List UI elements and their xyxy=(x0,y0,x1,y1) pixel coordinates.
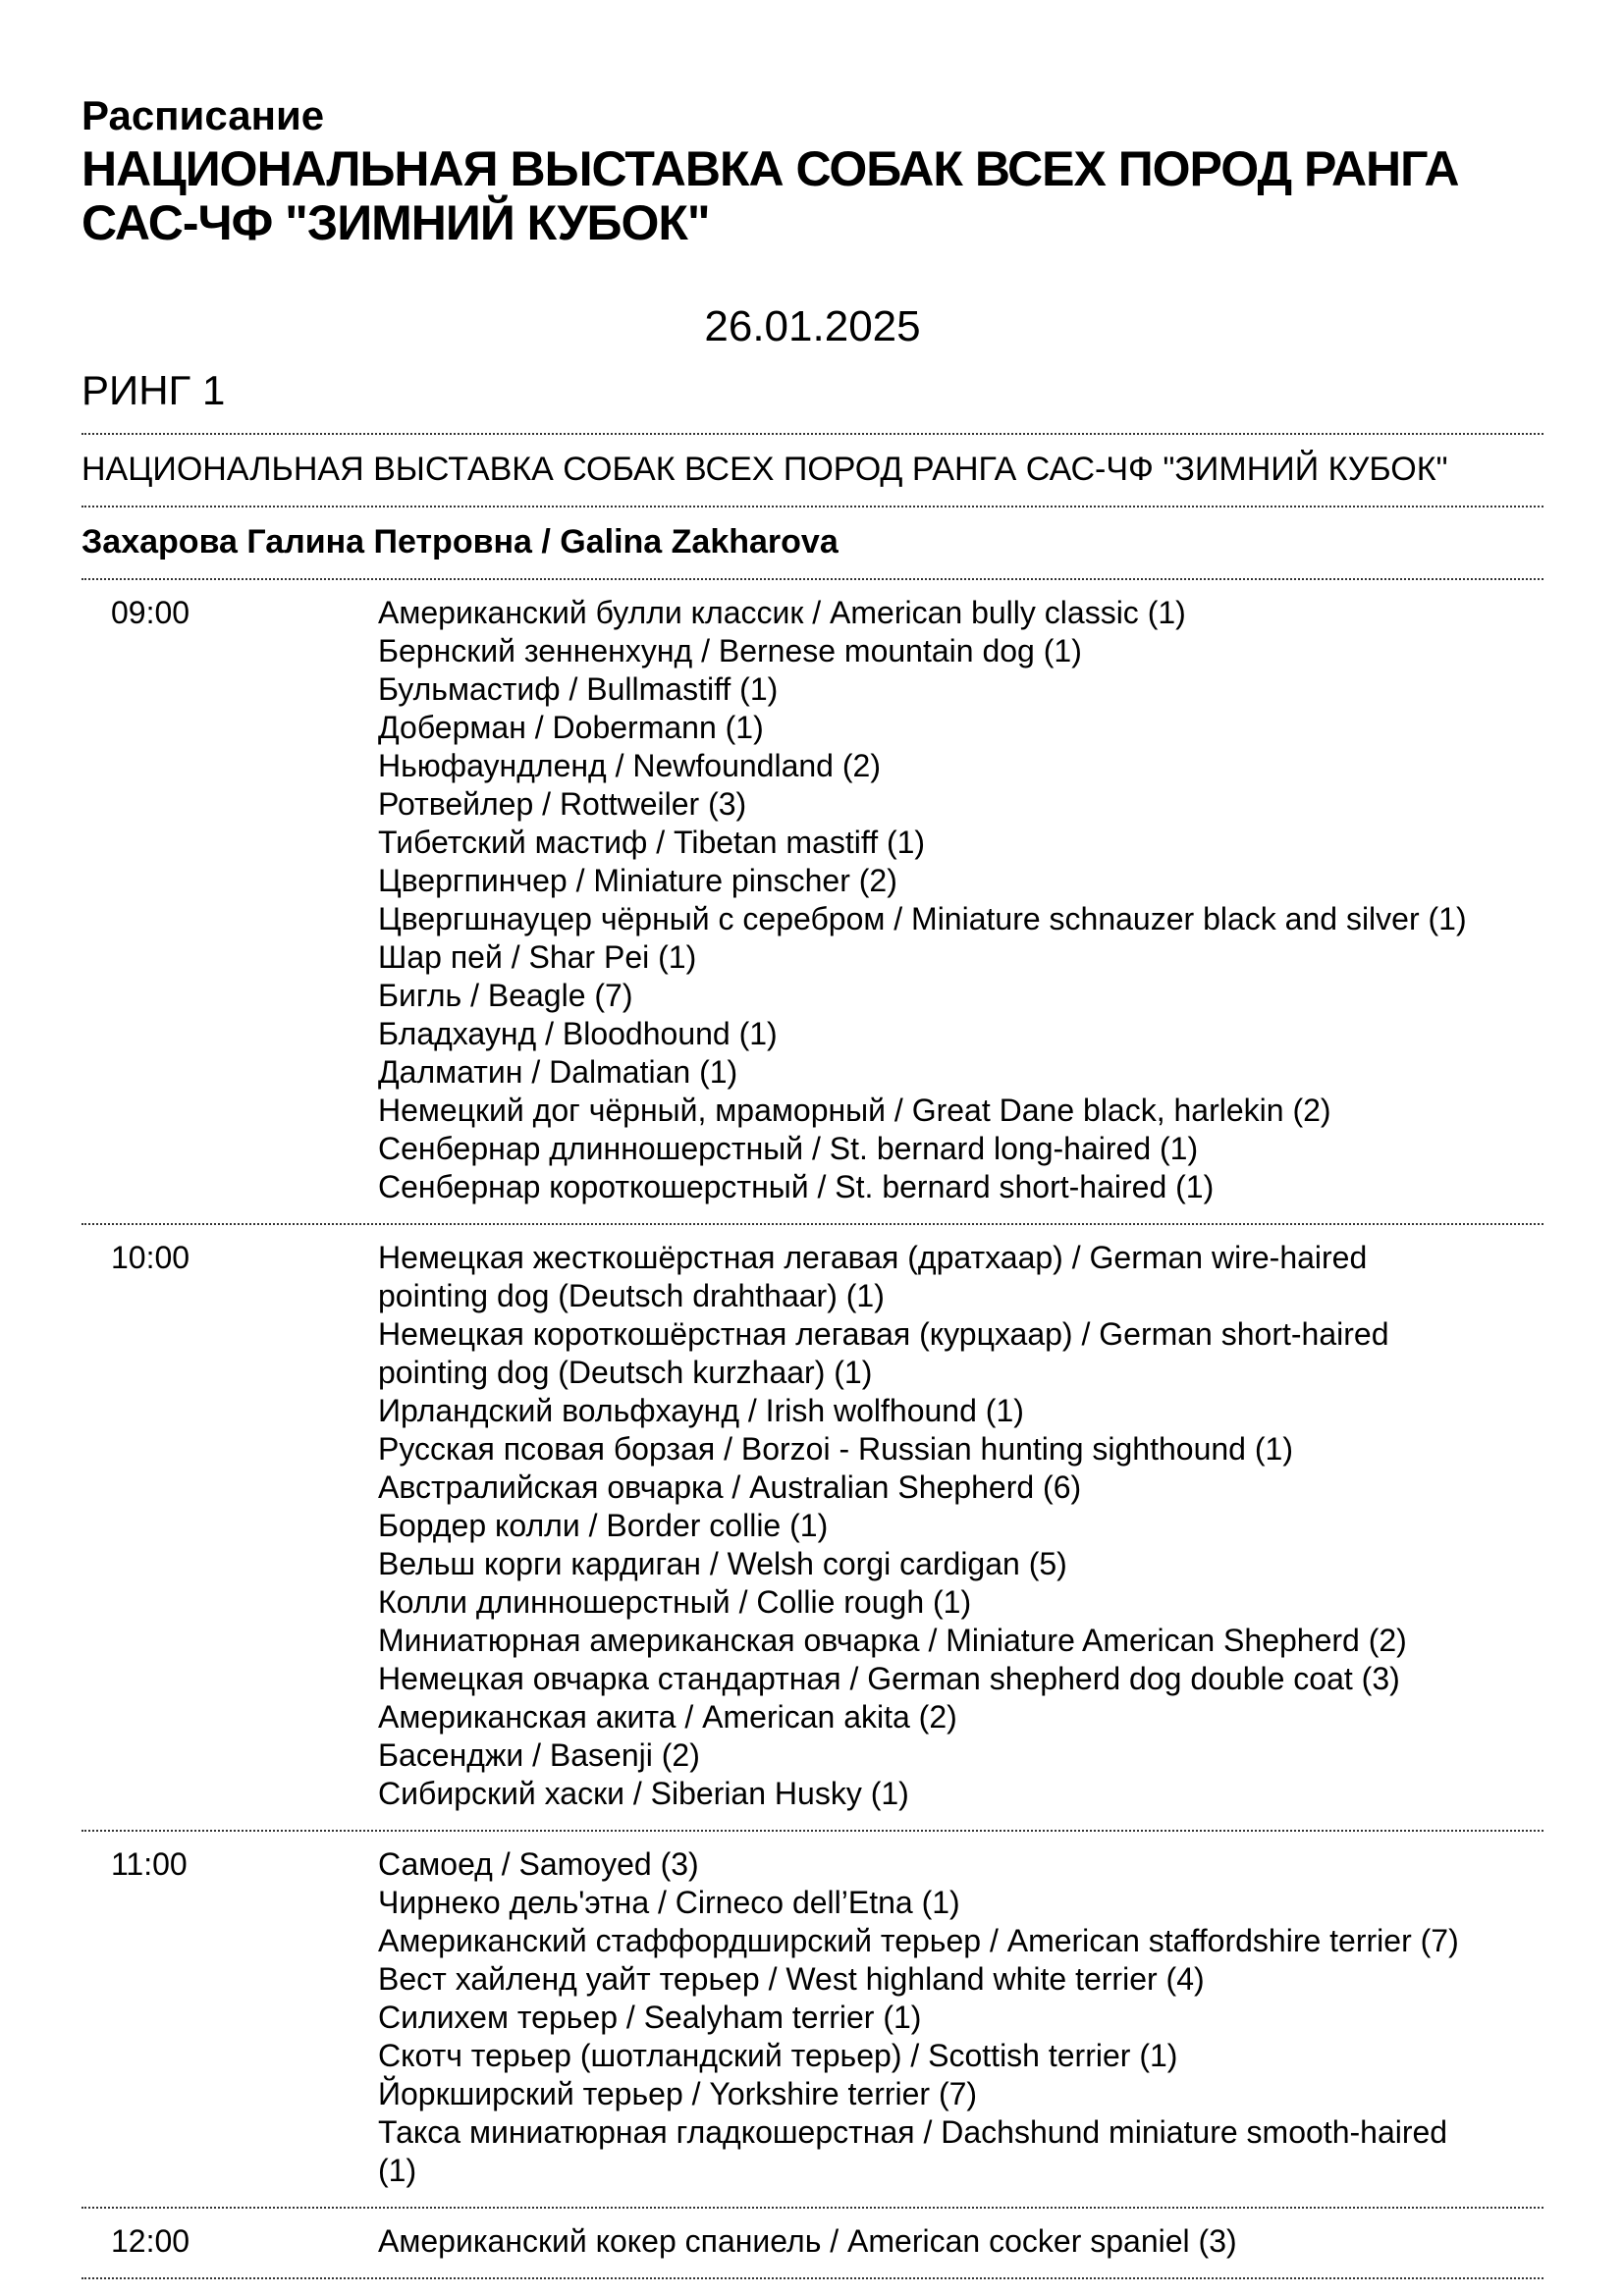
show-date: 26.01.2025 xyxy=(704,302,921,350)
breed-item: Американская акита / American akita (2) xyxy=(378,1699,957,1735)
breed-item: Вест хайленд уайт терьер / West highland white terrier (4) xyxy=(378,1961,1205,1997)
breed-list xyxy=(378,1239,1470,1813)
breed-item: Басенджи / Basenji (2) xyxy=(378,1737,700,1773)
breed-item: Немецкая овчарка стандартная / German shepherd dog double coat (3) xyxy=(378,1661,1400,1696)
breed-item: Американский кокер спаниель / American cocker spaniel (3) xyxy=(378,2223,1237,2259)
show-name-row xyxy=(81,433,1543,506)
time-slot: 11:00 xyxy=(111,1846,188,1882)
doc-heading: Расписание xyxy=(81,92,325,138)
time-slot: 09:00 xyxy=(111,595,190,630)
breed-item: Доберман / Dobermann (1) xyxy=(378,710,764,745)
breed-item: Вельш корги кардиган / Welsh corgi cardigan (5) xyxy=(378,1546,1067,1581)
breed-item: Силихем терьер / Sealyham terrier (1) xyxy=(378,2000,922,2035)
schedule-table xyxy=(81,433,1543,2279)
breed-item: Тибетский мастиф / Tibetan mastiff (1) xyxy=(378,825,926,860)
schedule-row xyxy=(81,1830,1543,2207)
breed-item: Далматин / Dalmatian (1) xyxy=(378,1054,738,1090)
breed-item: Колли длинношерстный / Collie rough (1) xyxy=(378,1584,972,1620)
breed-list xyxy=(378,1845,1470,2190)
breed-item: Такса миниатюрная гладкошерстная / Dachshund miniature smooth-haired (1) xyxy=(378,2114,1448,2188)
breed-item: Сенбернар длинношерстный / St. bernard long-haired (1) xyxy=(378,1131,1199,1166)
breed-item: Бордер колли / Border collie (1) xyxy=(378,1508,829,1543)
judge-row xyxy=(81,506,1543,578)
breed-item: Немецкая жесткошёрстная легавая (дратхаар) / German wire-haired pointing dog (Deutsch drahthaar) (1) xyxy=(378,1240,1368,1313)
breed-item: Немецкий дог чёрный, мраморный / Great Dane black, harlekin (2) xyxy=(378,1093,1331,1128)
breed-item: Американский булли классик / American bully classic (1) xyxy=(378,595,1186,630)
time-slot: 12:00 xyxy=(111,2223,190,2259)
breed-item: Бигль / Beagle (7) xyxy=(378,978,633,1013)
judge-name: Захарова Галина Петровна / Galina Zakharova xyxy=(81,523,839,561)
breed-item: Немецкая короткошёрстная легавая (курцхаар) / German short-haired pointing dog (Deutsch kurzhaar) (1) xyxy=(378,1316,1389,1390)
breed-item: Бульмастиф / Bullmastiff (1) xyxy=(378,671,779,707)
schedule-row xyxy=(81,1223,1543,1830)
breed-item: Шар пей / Shar Pei (1) xyxy=(378,939,697,975)
breed-item: Сенбернар короткошерстный / St. bernard short-haired (1) xyxy=(378,1169,1215,1204)
schedule-row xyxy=(81,2207,1543,2277)
breed-item: Бернский зенненхунд / Bernese mountain dog (1) xyxy=(378,633,1082,668)
breed-item: Цвергшнауцер чёрный с серебром / Miniature schnauzer black and silver (1) xyxy=(378,901,1467,936)
breed-item: Бладхаунд / Bloodhound (1) xyxy=(378,1016,778,1051)
breed-list xyxy=(378,2222,1470,2261)
breed-item: Йоркширский терьер / Yorkshire terrier (7) xyxy=(378,2076,978,2111)
show-name: НАЦИОНАЛЬНАЯ ВЫСТАВКА СОБАК ВСЕХ ПОРОД РАНГА САС-ЧФ "ЗИМНИЙ КУБОК" xyxy=(81,451,1448,488)
breed-item: Американский стаффордширский терьер / American staffordshire terrier (7) xyxy=(378,1923,1459,1958)
breed-item: Русская псовая борзая / Borzoi - Russian hunting sighthound (1) xyxy=(378,1431,1293,1467)
breed-item: Миниатюрная американская овчарка / Miniature American Shepherd (2) xyxy=(378,1623,1407,1658)
doc-title: НАЦИОНАЛЬНАЯ ВЫСТАВКА СОБАК ВСЕХ ПОРОД РАНГА САС-ЧФ "ЗИМНИЙ КУБОК" xyxy=(81,141,1459,250)
breed-list xyxy=(378,594,1470,1206)
time-slot: 10:00 xyxy=(111,1240,190,1275)
ring-title: РИНГ 1 xyxy=(81,367,226,413)
breed-item: Ньюфаундленд / Newfoundland (2) xyxy=(378,748,881,783)
breed-item: Австралийская овчарка / Australian Shepherd (6) xyxy=(378,1469,1082,1505)
breed-item: Самоед / Samoyed (3) xyxy=(378,1846,699,1882)
breed-item: Цвергпинчер / Miniature pinscher (2) xyxy=(378,863,897,898)
breed-item: Чирнеко дель'этна / Cirneco dell’Etna (1) xyxy=(378,1885,960,1920)
breed-item: Сибирский хаски / Siberian Husky (1) xyxy=(378,1776,909,1811)
breed-item: Скотч терьер (шотландский терьер) / Scottish terrier (1) xyxy=(378,2038,1178,2073)
breed-item: Ротвейлер / Rottweiler (3) xyxy=(378,786,747,822)
schedule-row xyxy=(81,578,1543,1223)
schedule-rows xyxy=(81,578,1543,2277)
breed-item: Ирландский вольфхаунд / Irish wolfhound (1) xyxy=(378,1393,1024,1428)
